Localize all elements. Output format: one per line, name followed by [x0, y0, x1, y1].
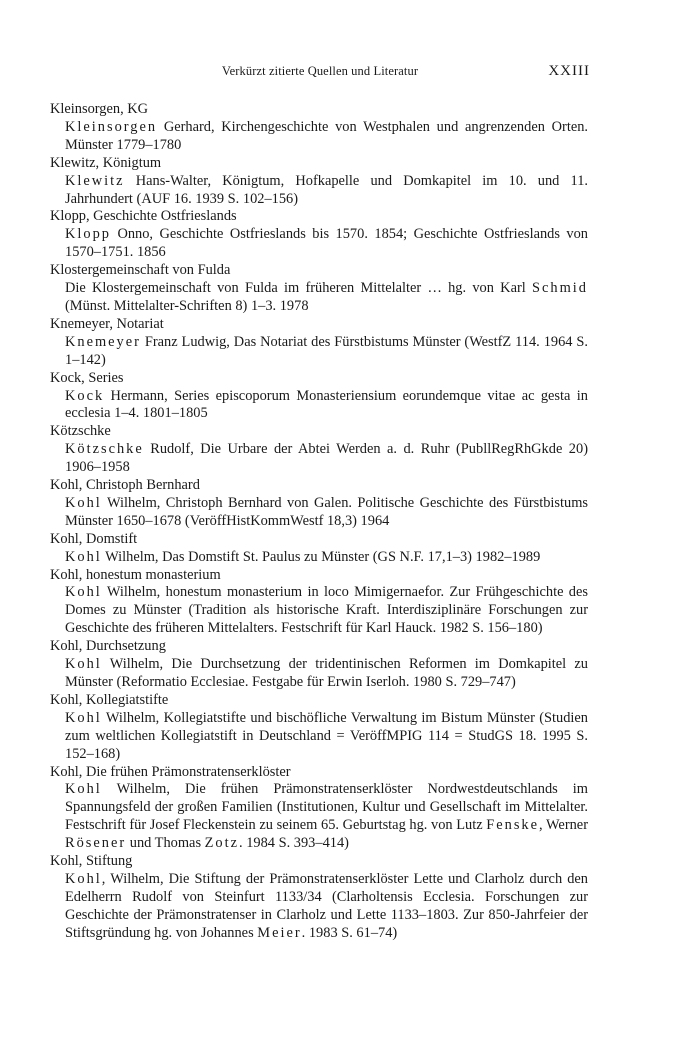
bibliography-entry — [50, 638, 588, 692]
entry-citation — [50, 119, 588, 155]
entry-short-title: Kohl, Die frühen Prämonstratenserklöster — [50, 763, 291, 780]
author-name: Knemeyer — [65, 333, 141, 350]
author-name: Kohl — [65, 548, 102, 565]
citation-text: (Münst. Mittelalter-Schriften 8) 1–3. 1978 — [65, 297, 309, 314]
bibliography-entry — [50, 423, 588, 477]
entry-citation — [50, 549, 588, 567]
author-name: Schmid — [532, 280, 588, 297]
citation-text: Wilhelm, Das Domstift St. Paulus zu Münster (GS N.F. 17,1–3) 1982–1989 — [101, 548, 541, 565]
entry-citation — [50, 334, 588, 370]
citation-text: . 1983 S. 61–74) — [301, 924, 398, 941]
citation-text: , Wilhelm, Die Stiftung der Prämonstratenserklöster Lette und Clarholz durch den Edelherrn Rudolf von Steinfurt 1133/34 (Clarholtensis Ecclesia. Forschungen zur Geschichte der Prämonstratenser in Clarholz und Lette 1133–1803. Zur 850-Jahrfeier der Stiftsgründung hg. von Johannes — [65, 870, 588, 941]
citation-text: Gerhard, Kirchengeschichte von Westphalen und angrenzenden Orten. Münster 1779–1780 — [65, 118, 588, 153]
entry-citation — [50, 388, 588, 424]
running-title: Verkürzt zitierte Quellen und Literatur — [221, 64, 419, 78]
author-name: Klopp — [65, 226, 111, 243]
author-name: Kock — [65, 387, 105, 404]
editor-name: Rösener — [65, 835, 127, 852]
bibliography-entry — [50, 764, 588, 854]
citation-text: Rudolf, Die Urbare der Abtei Werden a. d. Ruhr (PubllRegRhGkde 20) 1906–1958 — [65, 441, 588, 476]
bibliography-list — [50, 101, 588, 943]
entry-short-title: Kohl, honestum monasterium — [50, 566, 221, 583]
citation-text: Wilhelm, Kollegiatstifte und bischöfliche Verwaltung im Bistum Münster (Studien zum weltlichen Kollegiatstift in Deutschland = VeröffMPIG 114 = StudGS 18. 1995 S. 152–168) — [65, 709, 588, 762]
citation-text: Wilhelm, honestum monasterium in loco Mimigernaefor. Zur Frühgeschichte des Domes zu Münster (Tradition als historische Kraft. Interdisziplinäre Forschungen zur Geschichte des früheren Mittelalters. Festschrift für Karl Hauck. 1982 S. 156–180) — [65, 584, 588, 637]
entry-citation — [50, 280, 588, 316]
entry-citation — [50, 173, 588, 209]
entry-citation — [50, 584, 588, 638]
entry-short-title: Kohl, Durchsetzung — [50, 638, 166, 655]
entry-short-title: Knemeyer, Notariat — [50, 315, 164, 332]
editor-name: Zotz — [204, 835, 240, 852]
author-name: Kohl — [65, 584, 102, 601]
bibliography-entry — [50, 531, 588, 567]
citation-text: und Thomas — [126, 835, 205, 852]
editor-name: Fenske — [486, 817, 540, 834]
citation-text: Hermann, Series episcoporum Monasteriensium eorundemque vitae ac gesta in ecclesia 1–4. 1801–1805 — [65, 387, 588, 422]
bibliography-entry — [50, 370, 588, 424]
bibliography-entry — [50, 262, 588, 316]
entry-short-title: Kohl, Christoph Bernhard — [50, 477, 200, 494]
entry-citation — [50, 656, 588, 692]
author-name: Kleinsorgen — [65, 118, 158, 135]
citation-text: Franz Ludwig, Das Notariat des Fürstbistums Münster (WestfZ 114. 1964 S. 1–142) — [65, 333, 588, 368]
bibliography-entry — [50, 853, 588, 943]
citation-text: Hans-Walter, Königtum, Hofkapelle und Domkapitel im 10. und 11. Jahrhundert (AUF 16. 1939 S. 102–156) — [65, 172, 588, 207]
bibliography-entry — [50, 567, 588, 639]
author-name: Kötzschke — [65, 441, 144, 458]
entry-citation — [50, 226, 588, 262]
entry-short-title: Kohl, Stiftung — [50, 853, 133, 870]
author-name: Klewitz — [65, 172, 125, 189]
entry-short-title: Kock, Series — [50, 369, 124, 386]
page-number: XXIII — [548, 63, 590, 79]
entry-citation — [50, 495, 588, 531]
entry-citation — [50, 781, 588, 853]
citation-text: Wilhelm, Christoph Bernhard von Galen. Politische Geschichte des Fürstbistums Münster 1650–1678 (VeröffHistKommWestf 18,3) 1964 — [65, 494, 588, 529]
entry-short-title: Kleinsorgen, KG — [50, 101, 149, 117]
entry-short-title: Klewitz, Königtum — [50, 154, 162, 171]
bibliography-entry — [50, 477, 588, 531]
entry-citation — [50, 871, 588, 943]
citation-text: , Werner — [539, 817, 588, 834]
author-name: Kohl — [65, 781, 102, 798]
entry-short-title: Klostergemeinschaft von Fulda — [50, 262, 231, 279]
bibliography-entry — [50, 101, 588, 155]
entry-short-title: Kötzschke — [50, 423, 111, 440]
page-header — [50, 64, 590, 84]
bibliography-entry — [50, 208, 588, 262]
citation-text: Wilhelm, Die Durchsetzung der tridentinischen Reformen im Domkapitel zu Münster (Reformatio Ecclesiae. Festgabe für Erwin Iserloh. 1980 S. 729–747) — [65, 656, 588, 690]
citation-text: Onno, Geschichte Ostfrieslands bis 1570. 1854; Geschichte Ostfrieslands von 1570–1751. 1856 — [65, 226, 588, 261]
author-name: Kohl — [65, 494, 102, 511]
entry-citation — [50, 710, 588, 764]
entry-short-title: Kohl, Kollegiatstifte — [50, 691, 169, 708]
entry-short-title: Klopp, Geschichte Ostfrieslands — [50, 208, 237, 225]
entry-citation — [50, 441, 588, 477]
citation-text: Wilhelm, Die frühen Prämonstratenserklöster Nordwestdeutschlands im Spannungsfeld der großen Familien (Institutionen, Kultur und Gesellschaft im Mittelalter. Festschrift für Josef Fleckenstein zu seinem 65. Geburtstag hg. von Lutz — [65, 781, 588, 834]
author-name: Kohl — [65, 656, 102, 673]
bibliography-entry — [50, 155, 588, 209]
citation-text: Die Klostergemeinschaft von Fulda im früheren Mittelalter … hg. von Karl — [65, 280, 533, 297]
editor-name: Meier — [257, 924, 302, 941]
author-name: Kohl — [65, 870, 102, 887]
citation-text: . 1984 S. 393–414) — [239, 835, 349, 852]
entry-short-title: Kohl, Domstift — [50, 530, 138, 547]
bibliography-entry — [50, 316, 588, 370]
bibliography-entry — [50, 692, 588, 764]
author-name: Kohl — [65, 709, 102, 726]
